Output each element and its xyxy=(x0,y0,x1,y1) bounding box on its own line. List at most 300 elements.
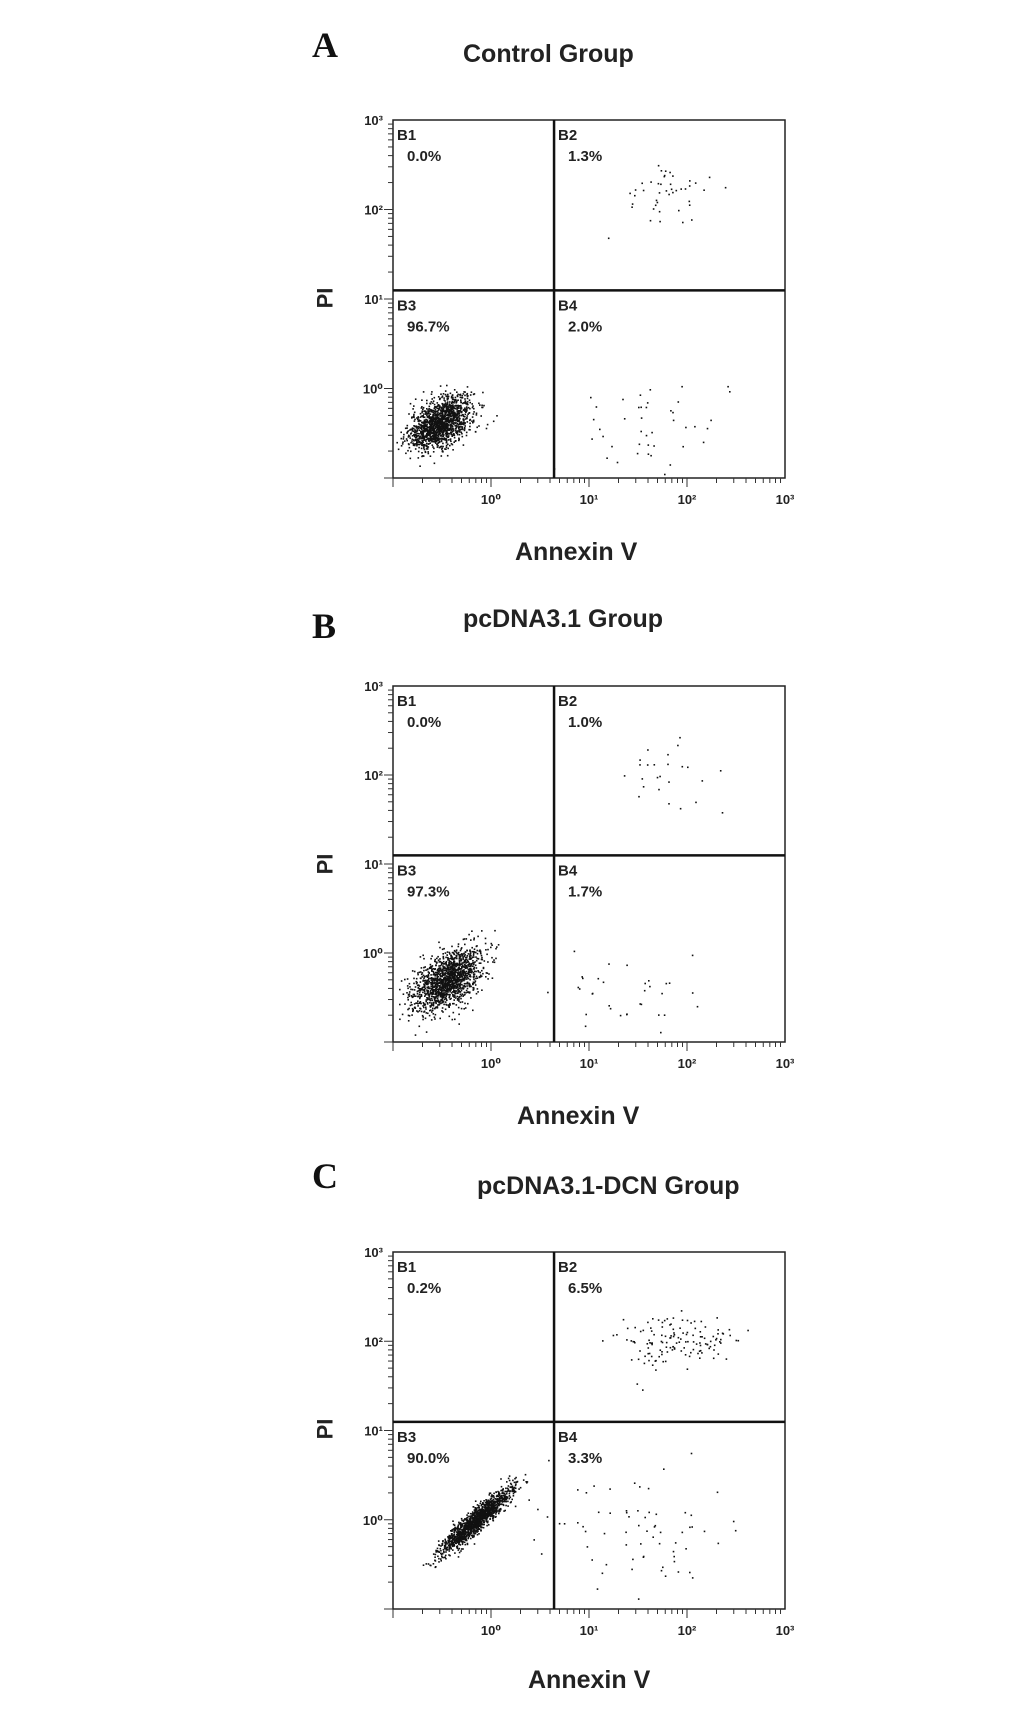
data-point xyxy=(629,193,631,195)
data-point xyxy=(457,1547,459,1549)
data-point xyxy=(454,987,456,989)
data-point xyxy=(430,432,432,434)
data-point xyxy=(460,1544,462,1546)
data-point xyxy=(493,1493,495,1495)
data-point xyxy=(434,408,436,410)
data-point xyxy=(440,410,442,412)
data-point xyxy=(463,444,465,446)
data-point xyxy=(436,987,438,989)
data-point xyxy=(441,419,443,421)
data-point xyxy=(482,1524,484,1526)
data-point xyxy=(485,1502,487,1504)
data-point xyxy=(434,404,436,406)
data-point xyxy=(499,1499,501,1501)
data-point xyxy=(704,1338,706,1340)
data-point xyxy=(438,419,440,421)
data-point xyxy=(475,431,477,433)
data-point xyxy=(456,996,458,998)
data-point xyxy=(642,778,644,780)
data-point xyxy=(460,1540,462,1542)
data-point xyxy=(469,426,471,428)
data-point xyxy=(526,1482,528,1484)
data-point xyxy=(428,439,430,441)
data-point xyxy=(426,403,428,405)
data-point xyxy=(470,997,472,999)
data-point xyxy=(409,983,411,985)
data-point xyxy=(491,944,493,946)
data-point xyxy=(639,759,641,761)
data-point xyxy=(518,1488,520,1490)
data-point xyxy=(507,1501,509,1503)
data-point xyxy=(473,1535,475,1537)
data-point xyxy=(419,994,421,996)
data-point xyxy=(514,1491,516,1493)
data-point xyxy=(486,1507,488,1509)
data-point xyxy=(424,985,426,987)
data-point xyxy=(443,963,445,965)
data-point xyxy=(419,1002,421,1004)
data-point xyxy=(446,979,448,981)
data-point xyxy=(447,434,449,436)
x-tick-label: 10³ xyxy=(775,1056,795,1071)
data-point xyxy=(453,416,455,418)
data-point xyxy=(469,402,471,404)
data-point xyxy=(450,978,452,980)
x-tick-label: 10² xyxy=(677,1056,697,1071)
data-point xyxy=(658,1014,660,1016)
data-point xyxy=(701,1336,703,1338)
data-point xyxy=(477,1511,479,1513)
data-point xyxy=(690,1352,692,1354)
data-point xyxy=(692,955,694,957)
data-point xyxy=(460,399,462,401)
data-point xyxy=(463,421,465,423)
data-point xyxy=(514,1482,516,1484)
data-point xyxy=(439,958,441,960)
data-point xyxy=(491,1514,493,1516)
data-point xyxy=(475,984,477,986)
data-point xyxy=(440,969,442,971)
data-point xyxy=(458,969,460,971)
data-point xyxy=(473,1506,475,1508)
data-point xyxy=(602,1340,604,1342)
data-point xyxy=(467,415,469,417)
data-point xyxy=(478,1512,480,1514)
data-point xyxy=(459,972,461,974)
data-point xyxy=(659,221,661,223)
data-point xyxy=(421,452,423,454)
data-point xyxy=(420,416,422,418)
data-point xyxy=(491,1501,493,1503)
data-point xyxy=(478,1533,480,1535)
data-point xyxy=(408,995,410,997)
data-point xyxy=(441,996,443,998)
data-point xyxy=(626,1014,628,1016)
data-point xyxy=(448,988,450,990)
data-point xyxy=(477,977,479,979)
data-point xyxy=(438,405,440,407)
data-point xyxy=(445,1004,447,1006)
data-point xyxy=(462,1548,464,1550)
data-point xyxy=(468,1535,470,1537)
data-point xyxy=(480,1512,482,1514)
data-point xyxy=(449,991,451,993)
data-point xyxy=(494,1510,496,1512)
x-axis-label: Annexin V xyxy=(517,1102,640,1130)
data-point xyxy=(457,989,459,991)
data-point xyxy=(476,1520,478,1522)
data-point xyxy=(467,403,469,405)
data-point xyxy=(461,1548,463,1550)
data-point xyxy=(488,1509,490,1511)
data-point xyxy=(450,432,452,434)
data-point xyxy=(453,422,455,424)
y-tick-label: 10³ xyxy=(364,113,383,128)
data-point xyxy=(466,1519,468,1521)
data-point xyxy=(452,449,454,451)
data-point xyxy=(498,1503,500,1505)
data-point xyxy=(428,446,430,448)
data-point xyxy=(509,1475,511,1477)
data-point xyxy=(496,1495,498,1497)
data-point xyxy=(417,993,419,995)
data-point xyxy=(439,398,441,400)
data-point xyxy=(481,955,483,957)
data-point xyxy=(682,1319,684,1321)
data-point xyxy=(454,389,456,391)
quadrant-percent: 1.7% xyxy=(568,883,603,901)
data-point xyxy=(406,432,408,434)
data-point xyxy=(460,998,462,1000)
data-point xyxy=(425,420,427,422)
data-point xyxy=(454,973,456,975)
data-point xyxy=(492,1507,494,1509)
data-point xyxy=(500,1509,502,1511)
data-point xyxy=(483,405,485,407)
data-point xyxy=(420,978,422,980)
data-point xyxy=(431,409,433,411)
data-point xyxy=(449,401,451,403)
x-tick-label: 10⁰ xyxy=(480,1056,502,1071)
data-point xyxy=(434,463,436,465)
data-point xyxy=(427,969,429,971)
data-point xyxy=(448,980,450,982)
data-point xyxy=(419,424,421,426)
data-point xyxy=(470,965,472,967)
data-point xyxy=(470,1524,472,1526)
data-point xyxy=(642,1389,644,1391)
data-point xyxy=(643,1330,645,1332)
data-point xyxy=(483,1527,485,1529)
data-point xyxy=(727,386,729,388)
data-point xyxy=(482,1511,484,1513)
data-point xyxy=(446,417,448,419)
data-point xyxy=(460,983,462,985)
data-point xyxy=(425,440,427,442)
data-point xyxy=(695,1328,697,1330)
data-point xyxy=(485,949,487,951)
data-point xyxy=(493,1499,495,1501)
data-point xyxy=(467,413,469,415)
data-point xyxy=(585,1026,587,1028)
data-point xyxy=(428,975,430,977)
data-point xyxy=(462,1542,464,1544)
data-point xyxy=(472,1515,474,1517)
data-point xyxy=(481,957,483,959)
data-point xyxy=(444,1539,446,1541)
data-point xyxy=(438,965,440,967)
data-point xyxy=(447,986,449,988)
data-point xyxy=(454,951,456,953)
data-point xyxy=(424,966,426,968)
data-point xyxy=(443,961,445,963)
data-point xyxy=(486,1503,488,1505)
data-point xyxy=(492,961,494,963)
data-point xyxy=(700,1336,702,1338)
data-point xyxy=(423,958,425,960)
data-point xyxy=(435,964,437,966)
data-point xyxy=(446,442,448,444)
data-point xyxy=(421,434,423,436)
data-point xyxy=(681,386,683,388)
data-point xyxy=(426,993,428,995)
data-point xyxy=(422,1005,424,1007)
data-point xyxy=(455,982,457,984)
data-point xyxy=(445,1551,447,1553)
data-point xyxy=(442,446,444,448)
data-point xyxy=(460,1550,462,1552)
data-point xyxy=(460,394,462,396)
data-point xyxy=(490,1492,492,1494)
data-point xyxy=(467,964,469,966)
data-point xyxy=(417,996,419,998)
data-point xyxy=(477,991,479,993)
data-point xyxy=(658,1319,660,1321)
data-point xyxy=(613,1335,615,1337)
data-point xyxy=(487,1515,489,1517)
data-point xyxy=(679,1341,681,1343)
data-point xyxy=(412,970,414,972)
data-point xyxy=(450,970,452,972)
data-point xyxy=(455,993,457,995)
data-point xyxy=(472,965,474,967)
data-point xyxy=(414,989,416,991)
data-point xyxy=(467,421,469,423)
data-point xyxy=(448,1006,450,1008)
data-point xyxy=(446,445,448,447)
data-point xyxy=(463,1531,465,1533)
data-point xyxy=(479,1519,481,1521)
data-point xyxy=(458,1549,460,1551)
data-point xyxy=(678,401,680,403)
data-point xyxy=(439,427,441,429)
data-point xyxy=(430,413,432,415)
data-point xyxy=(685,1354,687,1356)
data-point xyxy=(407,997,409,999)
data-point xyxy=(450,425,452,427)
data-point xyxy=(454,1552,456,1554)
data-point xyxy=(492,977,494,979)
data-point xyxy=(450,429,452,431)
data-point xyxy=(685,427,687,429)
data-point xyxy=(476,414,478,416)
data-point xyxy=(452,394,454,396)
data-point xyxy=(700,1345,702,1347)
data-point xyxy=(443,1549,445,1551)
data-point xyxy=(439,979,441,981)
data-point xyxy=(426,443,428,445)
data-point xyxy=(661,993,663,995)
data-point xyxy=(484,1513,486,1515)
data-point xyxy=(466,957,468,959)
data-point xyxy=(473,1532,475,1534)
data-point xyxy=(685,1341,687,1343)
data-point xyxy=(413,978,415,980)
data-point xyxy=(432,402,434,404)
data-point xyxy=(429,1005,431,1007)
data-point xyxy=(431,411,433,413)
data-point xyxy=(466,417,468,419)
data-point xyxy=(399,989,401,991)
data-point xyxy=(418,457,420,459)
data-point xyxy=(457,1541,459,1543)
quadrant-label: B4 xyxy=(558,862,578,880)
data-point xyxy=(475,952,477,954)
data-point xyxy=(440,435,442,437)
data-point xyxy=(424,1011,426,1013)
data-point xyxy=(465,403,467,405)
data-point xyxy=(473,956,475,958)
data-point xyxy=(507,1497,509,1499)
data-point xyxy=(428,438,430,440)
data-point xyxy=(445,394,447,396)
data-point xyxy=(666,190,668,192)
data-point xyxy=(423,447,425,449)
data-point xyxy=(444,429,446,431)
data-point xyxy=(460,956,462,958)
data-point xyxy=(674,1334,676,1336)
data-point xyxy=(673,420,675,422)
data-point xyxy=(401,980,403,982)
data-point xyxy=(449,1016,451,1018)
data-point xyxy=(449,965,451,967)
data-point xyxy=(442,988,444,990)
data-point xyxy=(431,393,433,395)
data-point xyxy=(669,172,671,174)
data-point xyxy=(451,411,453,413)
data-point xyxy=(505,1505,507,1507)
data-point xyxy=(467,966,469,968)
data-point xyxy=(442,451,444,453)
data-point xyxy=(451,423,453,425)
data-point xyxy=(482,1502,484,1504)
data-point xyxy=(447,426,449,428)
data-point xyxy=(418,447,420,449)
data-point xyxy=(667,754,669,756)
data-point xyxy=(660,1532,662,1534)
data-point xyxy=(451,1542,453,1544)
data-point xyxy=(693,1349,695,1351)
data-point xyxy=(441,438,443,440)
data-point xyxy=(687,1332,689,1334)
data-point xyxy=(507,1490,509,1492)
data-point xyxy=(452,418,454,420)
x-tick-label: 10¹ xyxy=(579,492,599,507)
data-point xyxy=(512,1480,514,1482)
data-point xyxy=(528,1499,530,1501)
data-point xyxy=(477,1534,479,1536)
data-point xyxy=(468,978,470,980)
data-point xyxy=(455,425,457,427)
data-point xyxy=(510,1497,512,1499)
data-point xyxy=(616,1334,618,1336)
data-point xyxy=(643,786,645,788)
data-point xyxy=(425,435,427,437)
data-point xyxy=(468,953,470,955)
data-point xyxy=(678,210,680,212)
data-point xyxy=(491,1496,493,1498)
data-point xyxy=(469,1525,471,1527)
data-point xyxy=(498,1513,500,1515)
data-point xyxy=(459,996,461,998)
data-point xyxy=(477,936,479,938)
data-point xyxy=(475,971,477,973)
data-point xyxy=(497,1498,499,1500)
data-point xyxy=(464,944,466,946)
data-point xyxy=(481,1516,483,1518)
data-point xyxy=(699,1357,701,1359)
data-point xyxy=(657,202,659,204)
data-point xyxy=(473,982,475,984)
data-point xyxy=(485,1511,487,1513)
data-point xyxy=(419,442,421,444)
data-point xyxy=(442,429,444,431)
data-point xyxy=(421,988,423,990)
data-point xyxy=(670,464,672,466)
data-point xyxy=(412,1009,414,1011)
data-point xyxy=(422,443,424,445)
data-point xyxy=(485,938,487,940)
data-point xyxy=(434,397,436,399)
data-point xyxy=(479,977,481,979)
data-point xyxy=(468,1529,470,1531)
data-point xyxy=(452,413,454,415)
data-point xyxy=(672,412,674,414)
data-point xyxy=(436,958,438,960)
data-point xyxy=(416,445,418,447)
data-point xyxy=(455,971,457,973)
data-point xyxy=(414,426,416,428)
data-point xyxy=(479,1525,481,1527)
data-point xyxy=(608,238,610,240)
data-point xyxy=(487,972,489,974)
data-point xyxy=(443,948,445,950)
data-point xyxy=(735,1530,737,1532)
data-point xyxy=(455,428,457,430)
data-point xyxy=(464,1524,466,1526)
x-tick-label: 10³ xyxy=(775,492,795,507)
data-point xyxy=(559,1523,561,1525)
data-point xyxy=(657,777,659,779)
data-point xyxy=(456,963,458,965)
data-point xyxy=(407,988,409,990)
data-point xyxy=(436,992,438,994)
data-point xyxy=(493,1495,495,1497)
data-point xyxy=(409,437,411,439)
data-point xyxy=(445,985,447,987)
data-point xyxy=(469,423,471,425)
data-point xyxy=(449,1547,451,1549)
